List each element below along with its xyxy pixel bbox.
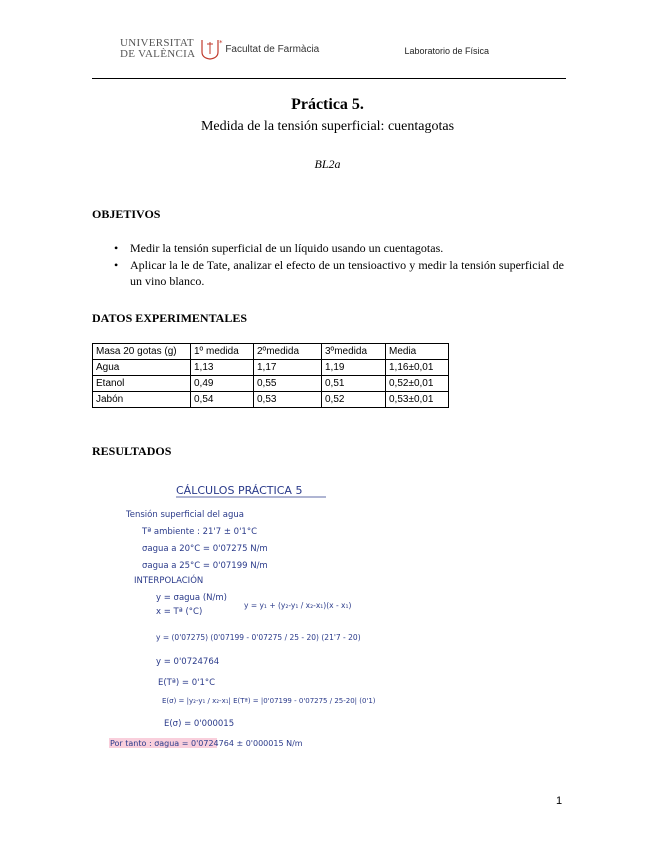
- faculty-name: Facultat de Farmàcia: [225, 43, 320, 55]
- table-cell: 0,52±0,01: [386, 376, 449, 392]
- table-row: [93, 392, 449, 408]
- table-cell: 1,13: [191, 360, 254, 376]
- hw-line: y = σagua (N/m): [156, 593, 227, 603]
- table-cell: 0,53: [254, 392, 322, 408]
- page-header: [92, 30, 566, 79]
- table-cell: 0,52: [322, 392, 386, 408]
- hw-line: E(σ) = 0'000015: [164, 719, 235, 729]
- table-row: [93, 376, 449, 392]
- table-row: [93, 360, 449, 376]
- table-cell: Jabón: [93, 392, 191, 408]
- hw-line: Tª ambiente : 21'7 ± 0'1°C: [142, 527, 258, 537]
- hw-line: E(σ) = |y₂-y₁ / x₂-x₁| E(Tª) = |0'07199 - 0'07275 / 25-20| (0'1): [162, 697, 376, 705]
- table-cell: 0,54: [191, 392, 254, 408]
- column-header: 2ºmedida: [254, 344, 322, 360]
- objetivos-list: [114, 240, 564, 290]
- table-cell: 0,51: [322, 376, 386, 392]
- column-header: 3ºmedida: [322, 344, 386, 360]
- hw-line: y = 0'0724764: [156, 657, 220, 667]
- hw-line: y = y₁ + (y₂-y₁ / x₂-x₁)(x - x₁): [244, 601, 352, 610]
- page-subtitle: Medida de la tensión superficial: cuentagotas: [200, 119, 455, 134]
- list-item: • Medir la tensión superficial de un líquido usando un cuentagotas.: [114, 240, 564, 257]
- list-item: • Aplicar la le de Tate, analizar el efecto de un tensioactivo y medir la tensión superficial de un vino blanco.: [114, 257, 564, 290]
- column-header: 1º medida: [191, 344, 254, 360]
- column-header: Media: [386, 344, 449, 360]
- data-table: [92, 343, 449, 408]
- handwritten-calculations: [108, 470, 408, 750]
- university-crest-icon: [199, 38, 221, 60]
- university-name: UNIVERSITAT DE VALÈNCIA: [120, 37, 196, 60]
- hw-line: E(Tª) = 0'1°C: [158, 678, 216, 688]
- datos-heading: DATOS EXPERIMENTALES: [92, 311, 248, 325]
- university-logo: [120, 38, 319, 60]
- table-cell: Etanol: [93, 376, 191, 392]
- hw-line: Por tanto : σagua = 0'0724764 ± 0'000015 N/m: [110, 739, 303, 748]
- table-header-row: [93, 344, 449, 360]
- resultados-heading: RESULTADOS: [92, 444, 172, 458]
- hw-line: x = Tª (°C): [156, 607, 203, 617]
- table-cell: 0,55: [254, 376, 322, 392]
- lab-name: Laboratorio de Física: [404, 46, 489, 56]
- table-cell: 1,16±0,01: [386, 360, 449, 376]
- hw-line: σagua a 20°C = 0'07275 N/m: [142, 544, 268, 554]
- page-number: 1: [556, 795, 563, 807]
- page-title: Práctica 5.: [291, 96, 364, 113]
- table-cell: 1,17: [254, 360, 322, 376]
- hw-line: σagua a 25°C = 0'07199 N/m: [142, 561, 268, 571]
- hw-line: Tensión superficial del agua: [126, 510, 244, 520]
- svg-text:*: *: [219, 39, 223, 47]
- table-cell: Agua: [93, 360, 191, 376]
- hw-line: y = (0'07275) (0'07199 - 0'07275 / 25 - 20) (21'7 - 20): [156, 633, 361, 642]
- hw-line: INTERPOLACIÓN: [134, 576, 204, 586]
- column-header: Masa 20 gotas (g): [93, 344, 191, 360]
- table-cell: 1,19: [322, 360, 386, 376]
- table-cell: 0,53±0,01: [386, 392, 449, 408]
- practice-code: BL2a: [314, 157, 341, 171]
- objetivos-heading: OBJETIVOS: [92, 207, 161, 221]
- table-cell: 0,49: [191, 376, 254, 392]
- hw-title: CÁLCULOS PRÁCTICA 5: [176, 484, 303, 497]
